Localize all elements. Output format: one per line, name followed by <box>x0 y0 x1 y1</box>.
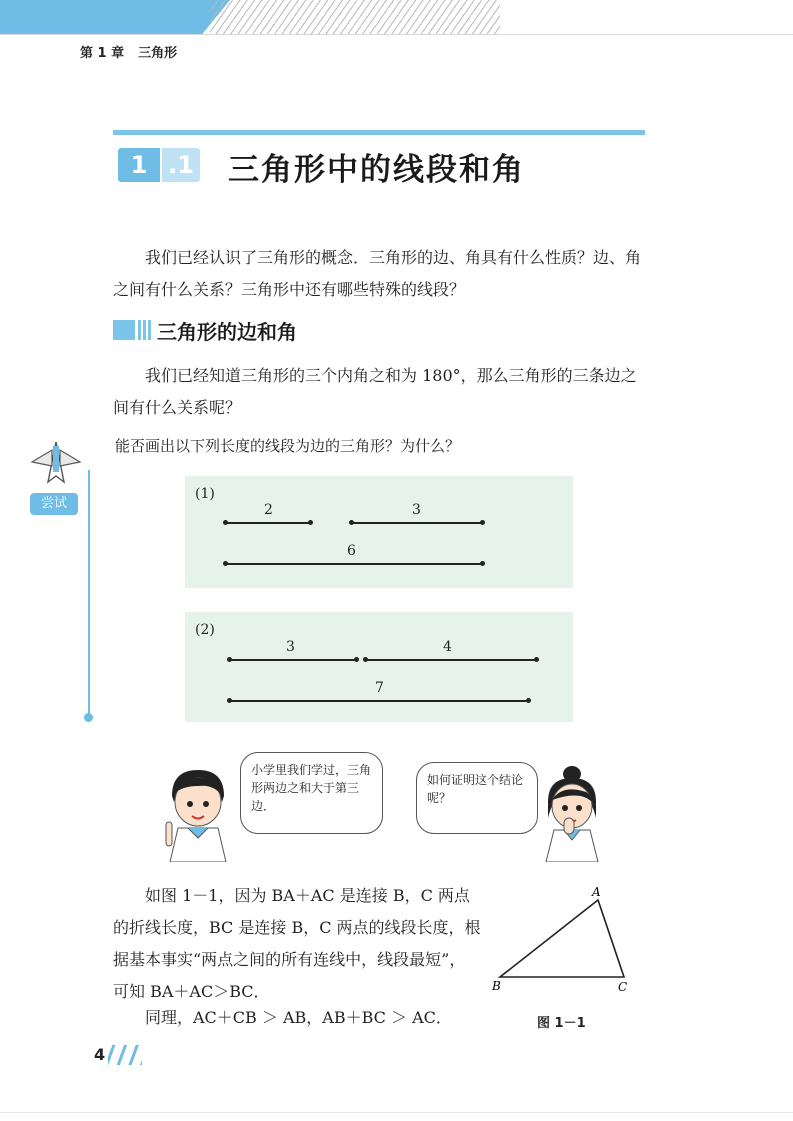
paper-plane-icon <box>28 436 84 488</box>
chapter-heading <box>80 42 177 61</box>
paragraph-angles: 我们已经知道三角形的三个内角之和为 180°，那么三角形的三条边之间有什么关系呢？ <box>113 366 637 417</box>
page-number-slashes <box>108 1045 142 1065</box>
segment-length-7 <box>229 700 529 702</box>
segment-label-3b: 3 <box>286 639 295 655</box>
try-side-line <box>88 470 90 717</box>
boy-illustration <box>160 762 238 862</box>
vertex-c: C <box>618 980 628 994</box>
header-divider <box>0 34 793 35</box>
segment-figure-2 <box>185 612 573 722</box>
subsection-title: 三角形的边和角 <box>157 320 297 344</box>
segment-label-4: 4 <box>443 639 452 655</box>
segment-length-3b <box>229 659 357 661</box>
proof-conclusion: 同理，AC＋CB ＞ AB，AB＋BC ＞ AC． <box>145 1008 452 1027</box>
section-number-main: 1 <box>118 148 160 182</box>
vertex-a: A <box>592 885 601 899</box>
page-number: 4 <box>94 1045 106 1064</box>
triangle-abc <box>500 900 624 977</box>
segment-length-6 <box>225 563 483 565</box>
boy-speech-bubble: 小学里我们学过，三角形两边之和大于第三边． <box>240 752 383 834</box>
figure-caption: 图 1－1 <box>537 1016 586 1031</box>
section-number-badge <box>118 148 202 182</box>
subsection-marker-square <box>113 320 135 340</box>
try-side-dot <box>84 713 93 722</box>
segment-label-7: 7 <box>375 680 384 696</box>
try-label: 尝试 <box>30 493 78 515</box>
figure-2-label: (2) <box>195 622 215 638</box>
segment-label-6: 6 <box>347 543 356 559</box>
vertex-b: B <box>492 979 501 993</box>
segment-length-4 <box>365 659 537 661</box>
header-hatch <box>210 0 500 34</box>
chapter-title: 三角形 <box>138 46 178 61</box>
segment-figure-1 <box>185 476 573 588</box>
segment-length-2 <box>225 522 311 524</box>
section-number-sub: .1 <box>162 148 200 182</box>
segment-label-2: 2 <box>264 502 273 518</box>
chapter-number: 第 1 章 <box>80 46 125 61</box>
segment-length-3 <box>351 522 483 524</box>
figure-1-label: (1) <box>195 486 215 502</box>
section-rule <box>113 130 645 135</box>
segment-label-3: 3 <box>412 502 421 518</box>
header-color-bar <box>0 0 230 34</box>
girl-speech-bubble: 如何证明这个结论呢？ <box>416 762 538 834</box>
triangle-figure <box>490 884 640 994</box>
girl-illustration <box>540 762 604 862</box>
intro-paragraph: 我们已经认识了三角形的概念．三角形的边、角具有什么性质？边、角之间有什么关系？三角形中还有哪些特殊的线段？ <box>113 248 642 299</box>
try-question: 能否画出以下列长度的线段为边的三角形？为什么？ <box>115 437 461 455</box>
proof-paragraph: 如图 1－1，因为 BA＋AC 是连接 B，C 两点的折线长度，BC 是连接 B，C 两点的线段长度，根据基本事实“两点之间的所有连线中，线段最短”，可知 BA＋AC＞BC． <box>113 886 481 1001</box>
footer-divider <box>0 1112 793 1113</box>
subsection-marker-bars <box>138 320 152 340</box>
section-title: 三角形中的线段和角 <box>228 152 525 188</box>
